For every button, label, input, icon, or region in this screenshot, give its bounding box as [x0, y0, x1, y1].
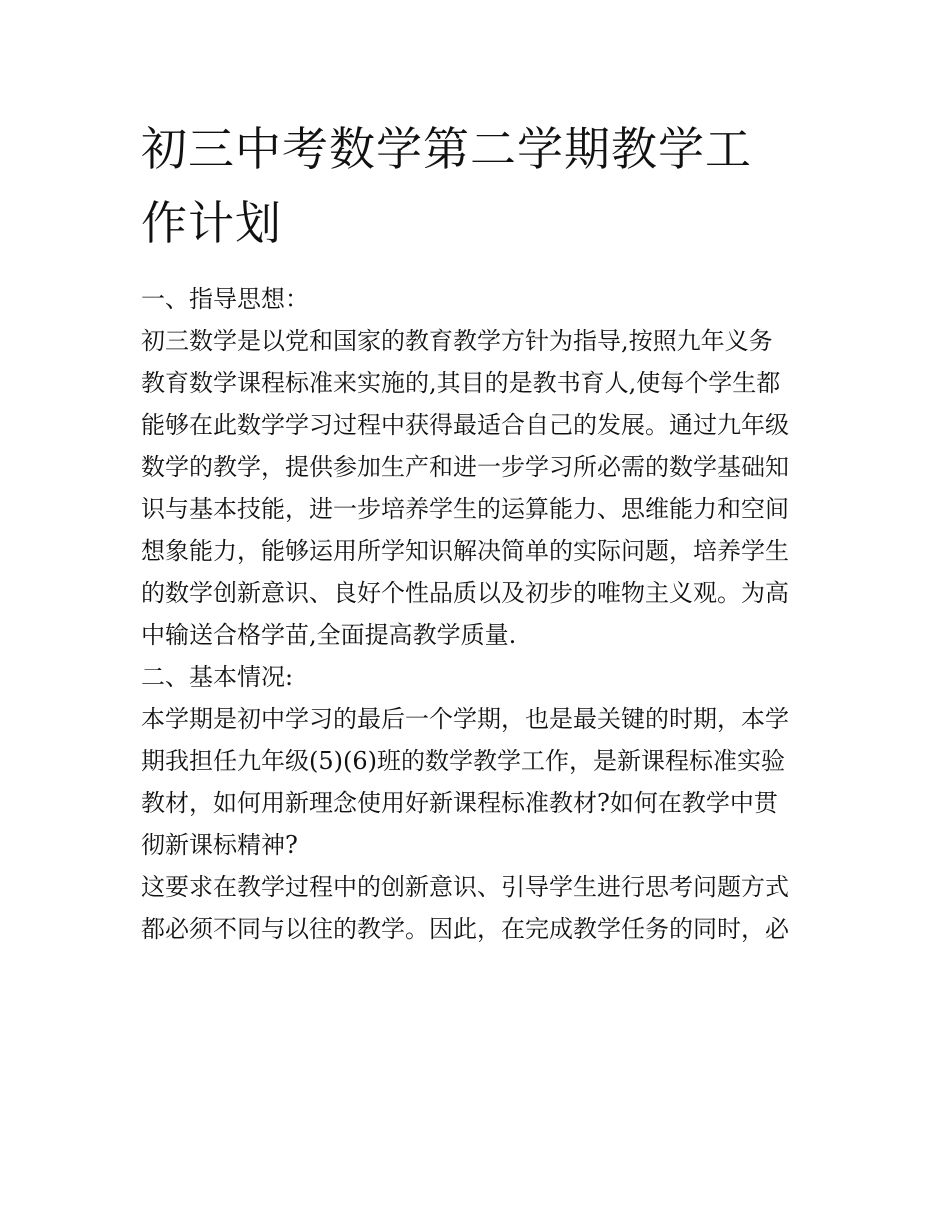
section-1-paragraph	[141, 320, 816, 656]
section-2-paragraph-1	[141, 698, 816, 866]
paragraph-line: 的数学创新意识、良好个性品质以及初步的唯物主义观。为高	[141, 579, 789, 607]
paragraph-line: 教育数学课程标准来实施的,其目的是教书育人,使每个学生都	[141, 369, 781, 397]
document-title	[141, 112, 816, 260]
paragraph-line: 本学期是初中学习的最后一个学期，也是最关键的时期，本学	[141, 705, 789, 733]
paragraph-line: 初三数学是以党和国家的教育教学方针为指导,按照九年义务	[141, 327, 773, 355]
section-guiding-ideology	[141, 278, 816, 656]
paragraph-line: 中输送合格学苗,全面提高教学质量.	[141, 621, 517, 649]
section-heading-2: 二、基本情况:	[141, 663, 294, 691]
paragraph-line: 教材，如何用新理念使用好新课程标准教材?如何在教学中贯	[141, 789, 778, 817]
title-line-2: 作计划	[141, 196, 282, 250]
paragraph-line: 期我担任九年级(5)(6)班的数学教学工作，是新课程标准实验	[141, 747, 785, 775]
paragraph-line: 识与基本技能，进一步培养学生的运算能力、思维能力和空间	[141, 495, 789, 523]
paragraph-line: 这要求在教学过程中的创新意识、引导学生进行思考问题方式	[141, 873, 789, 901]
paragraph-line: 都必须不同与以往的教学。因此，在完成教学任务的同时，必	[141, 915, 789, 943]
section-heading-1: 一、指导思想：	[141, 285, 309, 313]
title-line-1: 初三中考数学第二学期教学工	[141, 122, 752, 176]
paragraph-line: 彻新课标精神?	[141, 831, 298, 859]
section-2-paragraph-2	[141, 866, 816, 950]
paragraph-line: 想象能力，能够运用所学知识解决简单的实际问题，培养学生	[141, 537, 789, 565]
paragraph-line: 数学的教学，提供参加生产和进一步学习所必需的数学基础知	[141, 453, 789, 481]
document-content	[141, 112, 816, 950]
section-basic-situation	[141, 656, 816, 950]
paragraph-line: 能够在此数学学习过程中获得最适合自己的发展。通过九年级	[141, 411, 789, 439]
title-spacer	[141, 260, 816, 278]
